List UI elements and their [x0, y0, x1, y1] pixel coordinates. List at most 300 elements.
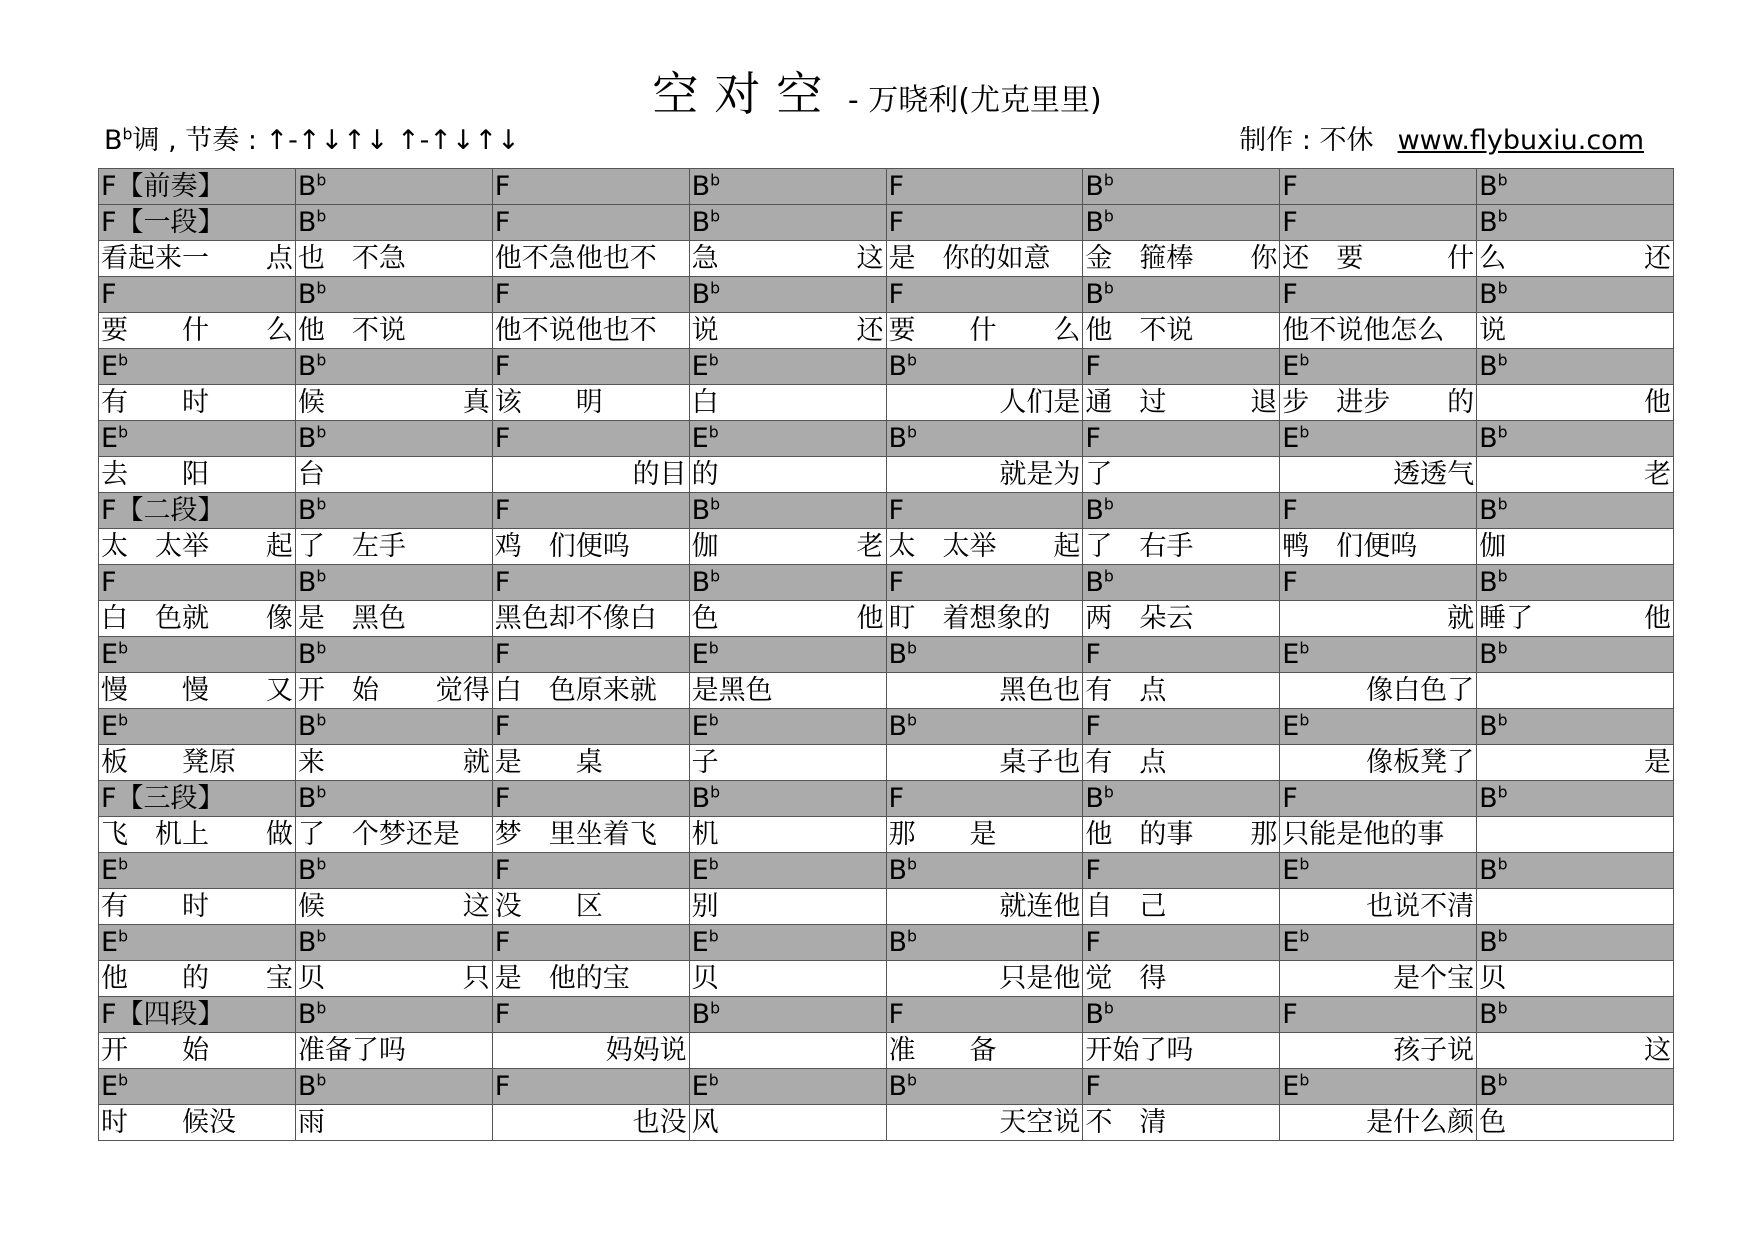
flat-sign: b — [907, 422, 917, 442]
lyric-text-right: 桌子也 — [999, 747, 1081, 778]
chord-cell — [1477, 1069, 1674, 1105]
chord-root: E — [101, 927, 119, 958]
lyric-row — [99, 745, 1674, 781]
flat-sign: b — [1497, 854, 1508, 874]
key-suffix: 调 , 节奏 : — [132, 125, 266, 156]
chord-cell — [1280, 493, 1477, 529]
lyric-cell — [689, 673, 886, 709]
chord-cell — [99, 205, 296, 241]
lyric-text-left: 候 — [297, 891, 325, 922]
chord-root: F — [101, 495, 117, 526]
flat-sign: b — [708, 350, 719, 370]
chord-cell — [99, 709, 296, 745]
key-root: B — [104, 125, 123, 156]
flat-sign: b — [118, 1070, 129, 1090]
lyric-cell — [295, 241, 492, 277]
chord-root: B — [1479, 207, 1498, 238]
lyric-row — [99, 961, 1674, 997]
lyric-text-right: 像 — [265, 603, 293, 634]
lyric-cell — [1477, 457, 1674, 493]
chord-cell — [99, 925, 296, 961]
flat-sign: b — [710, 998, 721, 1018]
chord-cell — [689, 493, 886, 529]
lyric-cell — [886, 457, 1083, 493]
lyric-cell — [689, 385, 886, 421]
flat-sign: b — [710, 494, 721, 514]
chord-root: B — [691, 495, 711, 526]
lyric-text-right: 起 — [265, 531, 293, 562]
lyric-cell — [1083, 457, 1280, 493]
lyric-cell — [295, 1033, 492, 1069]
lyric-text-left: 觉 得 — [1085, 963, 1167, 994]
lyric-cell — [1280, 889, 1477, 925]
lyric-cell — [689, 457, 886, 493]
chord-row — [99, 997, 1674, 1033]
flat-sign: b — [907, 350, 917, 370]
chord-cell — [99, 637, 296, 673]
flat-sign: b — [316, 1070, 327, 1090]
chord-cell — [1083, 997, 1280, 1033]
flat-sign: b — [316, 998, 327, 1018]
lyric-text-left: 雨 — [297, 1107, 325, 1138]
chord-cell — [1083, 205, 1280, 241]
artist-name: 万晓利(尤克里里) — [868, 83, 1102, 118]
lyric-cell — [295, 457, 492, 493]
chord-root: E — [691, 351, 709, 382]
page-title — [0, 58, 1754, 124]
chord-cell — [1083, 781, 1280, 817]
chord-cell — [295, 277, 492, 313]
chord-root: E — [691, 711, 709, 742]
lyric-text-left: 是 他的宝 — [494, 963, 630, 994]
flat-sign: b — [1497, 782, 1508, 802]
chord-root: B — [297, 171, 317, 202]
chord-cell — [886, 709, 1083, 745]
flat-sign: b — [316, 350, 327, 370]
lyric-cell — [1477, 673, 1674, 709]
chord-cell — [295, 853, 492, 889]
flat-sign: b — [907, 710, 917, 730]
lyric-cell — [1083, 1033, 1280, 1069]
chord-root: B — [1479, 351, 1498, 382]
lyric-cell — [1477, 529, 1674, 565]
lyric-text-right: 像板凳了 — [1366, 747, 1475, 778]
lyric-cell — [99, 385, 296, 421]
flat-sign: b — [1103, 998, 1114, 1018]
lyric-text-left: 只能是他的事 — [1282, 819, 1445, 850]
lyric-cell — [1083, 889, 1280, 925]
chord-root: E — [1282, 711, 1300, 742]
lyric-text-left: 没 区 — [494, 891, 603, 922]
lyric-text-left: 两 朵云 — [1085, 603, 1194, 634]
lyric-text-right: 就 — [462, 747, 490, 778]
chord-root: B — [297, 567, 317, 598]
section-label: 【前奏】 — [116, 171, 225, 202]
chord-root: B — [297, 495, 317, 526]
lyric-text-right: 又 — [265, 675, 293, 706]
chord-cell — [99, 781, 296, 817]
chord-cell — [1477, 349, 1674, 385]
flat-sign: b — [907, 638, 917, 658]
chord-root: F — [1085, 1071, 1101, 1102]
chord-cell — [886, 781, 1083, 817]
lyric-cell — [689, 889, 886, 925]
lyric-text-right: 做 — [265, 819, 293, 850]
flat-sign: b — [1497, 206, 1508, 226]
chord-cell — [1083, 853, 1280, 889]
lyric-text-left: 风 — [691, 1107, 719, 1138]
flat-sign: b — [1103, 566, 1114, 586]
chord-root: B — [691, 171, 711, 202]
chord-root: F — [1282, 783, 1298, 814]
lyric-cell — [1477, 817, 1674, 853]
chord-root: E — [1282, 927, 1300, 958]
chord-cell — [492, 169, 689, 205]
chord-row — [99, 1069, 1674, 1105]
chord-cell — [1477, 853, 1674, 889]
lyric-text-left: 时 候没 — [101, 1107, 236, 1138]
chord-root: F — [1085, 639, 1101, 670]
lyric-cell — [1280, 817, 1477, 853]
chord-cell — [1280, 997, 1477, 1033]
lyric-text-left: 他 不说 — [1085, 315, 1194, 346]
lyric-text-left: 鸭 们便呜 — [1282, 531, 1418, 562]
lyric-cell — [492, 241, 689, 277]
lyric-text-right: 宝 — [265, 963, 293, 994]
lyric-cell — [1280, 1105, 1477, 1141]
chord-cell — [689, 205, 886, 241]
chord-cell — [492, 637, 689, 673]
chord-cell — [1477, 565, 1674, 601]
chord-cell — [1280, 781, 1477, 817]
flat-sign: b — [1103, 782, 1114, 802]
lyric-cell — [1083, 385, 1280, 421]
lyric-cell — [295, 673, 492, 709]
chord-root: E — [691, 639, 709, 670]
chord-root: B — [888, 927, 908, 958]
lyric-cell — [295, 745, 492, 781]
lyric-text-left: 台 — [297, 459, 325, 490]
lyric-cell — [492, 745, 689, 781]
flat-sign: b — [316, 710, 327, 730]
flat-sign: b — [1497, 998, 1508, 1018]
lyric-cell — [492, 1033, 689, 1069]
lyric-text-right: 点 — [265, 243, 293, 274]
lyric-text-right: 像白色了 — [1366, 675, 1475, 706]
flat-sign: b — [1299, 926, 1310, 946]
section-label: 【二段】 — [116, 495, 225, 526]
website-link[interactable]: www.flybuxiu.com — [1397, 125, 1644, 156]
chord-root: B — [1085, 999, 1104, 1030]
flat-sign: b — [1497, 350, 1508, 370]
lyric-text-left: 贝 — [297, 963, 325, 994]
chord-cell — [886, 637, 1083, 673]
lyric-cell — [1280, 1033, 1477, 1069]
chord-root: B — [691, 279, 711, 310]
lyric-text-right: 你 — [1250, 243, 1278, 274]
lyric-cell — [886, 241, 1083, 277]
chord-root: F — [888, 171, 905, 202]
lyric-text-left: 开 始 — [297, 675, 379, 706]
chord-root: E — [691, 927, 709, 958]
flat-sign: b — [710, 278, 721, 298]
chord-cell — [492, 1069, 689, 1105]
lyric-text-left: 了 左手 — [297, 531, 406, 562]
lyric-text-right: 这 — [856, 243, 884, 274]
chord-cell — [689, 565, 886, 601]
lyric-row — [99, 817, 1674, 853]
chord-cell — [295, 421, 492, 457]
chord-cell — [492, 277, 689, 313]
lyric-text-left: 的 — [691, 459, 719, 490]
chord-root: F — [888, 999, 905, 1030]
chord-root: E — [1282, 639, 1300, 670]
lyric-text-right: 他 — [1644, 603, 1671, 634]
flat-sign: b — [118, 422, 129, 442]
chord-row — [99, 565, 1674, 601]
lyric-text-left: 色 — [1479, 1107, 1507, 1138]
chord-root: B — [1085, 207, 1104, 238]
lyric-cell — [1083, 241, 1280, 277]
chord-root: E — [101, 711, 119, 742]
lyric-cell — [492, 601, 689, 637]
lyric-cell — [1083, 673, 1280, 709]
chord-row — [99, 169, 1674, 205]
lyric-cell — [492, 313, 689, 349]
lyric-text-left: 还 要 — [1282, 243, 1364, 274]
chord-cell — [99, 997, 296, 1033]
chord-root: B — [297, 639, 317, 670]
lyric-text-left: 看起来一 — [101, 243, 209, 274]
chord-cell — [1083, 565, 1280, 601]
chord-cell — [1280, 925, 1477, 961]
chord-cell — [689, 925, 886, 961]
flat-sign: b — [1497, 422, 1508, 442]
flat-sign: b — [1497, 566, 1508, 586]
chord-cell — [689, 637, 886, 673]
lyric-text-right: 么 — [265, 315, 293, 346]
chord-root: B — [297, 855, 317, 886]
flat-sign: b — [1299, 854, 1310, 874]
lyric-text-left: 去 阳 — [101, 459, 209, 490]
chord-root: B — [888, 711, 908, 742]
chord-root: E — [691, 855, 709, 886]
chord-cell — [295, 349, 492, 385]
lyric-cell — [1280, 745, 1477, 781]
lyric-text-right: 退 — [1250, 387, 1278, 418]
key-and-rhythm — [104, 118, 520, 157]
flat-sign: b — [708, 1070, 719, 1090]
lyric-text-left: 有 点 — [1085, 675, 1167, 706]
chord-root: B — [1479, 495, 1498, 526]
chord-row — [99, 925, 1674, 961]
chord-cell — [886, 997, 1083, 1033]
lyric-text-left: 慢 慢 — [101, 675, 209, 706]
lyric-text-right: 他 — [856, 603, 884, 634]
lyric-cell — [99, 313, 296, 349]
flat-sign: b — [1497, 170, 1508, 190]
lyric-cell — [886, 529, 1083, 565]
chord-root: B — [1085, 171, 1104, 202]
chord-root: B — [1085, 567, 1104, 598]
lyric-text-left: 说 — [691, 315, 719, 346]
chord-root: E — [1282, 423, 1300, 454]
chord-sheet-table — [98, 168, 1674, 1141]
lyric-cell — [99, 1105, 296, 1141]
lyric-text-left: 黑色却不像白 — [494, 603, 657, 634]
lyric-cell — [689, 313, 886, 349]
chord-root: E — [1282, 855, 1300, 886]
lyric-text-left: 候 — [297, 387, 325, 418]
lyric-text-left: 自 己 — [1085, 891, 1167, 922]
lyric-row — [99, 457, 1674, 493]
chord-root: F — [888, 567, 905, 598]
chord-cell — [1477, 709, 1674, 745]
chord-cell — [99, 169, 296, 205]
lyric-cell — [689, 1105, 886, 1141]
lyric-text-left: 开 始 — [101, 1035, 209, 1066]
lyric-cell — [1083, 817, 1280, 853]
lyric-row — [99, 673, 1674, 709]
lyric-cell — [689, 529, 886, 565]
flat-sign: b — [1497, 1070, 1508, 1090]
chord-cell — [492, 493, 689, 529]
key-flat: b — [122, 124, 133, 144]
chord-cell — [99, 853, 296, 889]
flat-sign: b — [118, 926, 129, 946]
lyric-text-left: 伽 — [1479, 531, 1507, 562]
chord-row — [99, 349, 1674, 385]
chord-root: F — [1282, 567, 1298, 598]
lyric-cell — [689, 241, 886, 277]
chord-root: F — [494, 495, 511, 526]
flat-sign: b — [316, 170, 327, 190]
lyric-text-left: 也 不急 — [297, 243, 406, 274]
strum-pattern: ↑-↑↓↑↓ ↑-↑↓↑↓ — [265, 125, 520, 156]
lyric-text-right: 只 — [462, 963, 490, 994]
chord-root: B — [1085, 495, 1104, 526]
lyric-text-left: 他 不说 — [297, 315, 406, 346]
chord-cell — [492, 925, 689, 961]
lyric-text-left: 准 备 — [888, 1035, 997, 1066]
chord-cell — [1477, 493, 1674, 529]
chord-root: B — [1479, 711, 1498, 742]
lyric-text-right: 也说不清 — [1366, 891, 1475, 922]
lyric-cell — [1477, 241, 1674, 277]
flat-sign: b — [708, 710, 719, 730]
lyric-text-left: 来 — [297, 747, 325, 778]
flat-sign: b — [118, 350, 129, 370]
chord-root: F — [1282, 171, 1298, 202]
flat-sign: b — [118, 638, 129, 658]
flat-sign: b — [907, 854, 917, 874]
chord-root: F — [494, 1071, 511, 1102]
lyric-cell — [492, 385, 689, 421]
chord-root: B — [297, 927, 317, 958]
chord-cell — [886, 493, 1083, 529]
lyric-text-left: 机 — [691, 819, 719, 850]
lyric-text-left: 了 右手 — [1085, 531, 1194, 562]
lyric-text-left: 板 凳原 — [101, 747, 236, 778]
chord-root: B — [1479, 639, 1498, 670]
chord-root: F — [494, 711, 511, 742]
flat-sign: b — [710, 782, 721, 802]
chord-root: B — [297, 711, 317, 742]
chord-root: F — [494, 927, 511, 958]
flat-sign: b — [316, 206, 327, 226]
chord-row — [99, 493, 1674, 529]
chord-cell — [1280, 637, 1477, 673]
chord-cell — [99, 493, 296, 529]
chord-cell — [886, 349, 1083, 385]
lyric-cell — [1280, 601, 1477, 637]
lyric-cell — [1083, 601, 1280, 637]
lyric-text-left: 急 — [691, 243, 719, 274]
flat-sign: b — [708, 926, 719, 946]
lyric-cell — [295, 961, 492, 997]
chord-root: F — [494, 351, 511, 382]
chord-root: F — [494, 639, 511, 670]
chord-root: F — [1085, 855, 1101, 886]
lyric-text-left: 说 — [1479, 315, 1507, 346]
lyric-text-left: 有 点 — [1085, 747, 1167, 778]
chord-cell — [1280, 565, 1477, 601]
lyric-text-right: 这 — [462, 891, 490, 922]
chord-root: E — [691, 423, 709, 454]
flat-sign: b — [1497, 710, 1508, 730]
chord-cell — [886, 1069, 1083, 1105]
lyric-text-left: 他 的 — [101, 963, 209, 994]
lyric-cell — [886, 601, 1083, 637]
chord-root: F — [494, 567, 511, 598]
lyric-cell — [295, 1105, 492, 1141]
lyric-cell — [886, 673, 1083, 709]
chord-root: F — [494, 279, 511, 310]
chord-cell — [295, 997, 492, 1033]
chord-cell — [1477, 421, 1674, 457]
lyric-cell — [886, 1105, 1083, 1141]
chord-cell — [1083, 169, 1280, 205]
lyric-cell — [1083, 1105, 1280, 1141]
chord-root: F — [494, 783, 511, 814]
chord-cell — [1280, 709, 1477, 745]
lyric-row — [99, 1033, 1674, 1069]
lyric-cell — [492, 457, 689, 493]
lyric-cell — [99, 817, 296, 853]
lyric-cell — [492, 1105, 689, 1141]
chord-cell — [492, 349, 689, 385]
chord-cell — [295, 493, 492, 529]
lyric-cell — [1280, 313, 1477, 349]
chord-cell — [1083, 925, 1280, 961]
chord-cell — [492, 781, 689, 817]
chord-root: E — [1282, 1071, 1300, 1102]
lyric-text-right: 那 — [1250, 819, 1278, 850]
lyric-cell — [295, 313, 492, 349]
chord-root: F — [494, 855, 511, 886]
lyric-text-left: 子 — [691, 747, 719, 778]
chord-root: F — [1085, 927, 1101, 958]
lyric-text-left: 他不急他也不 — [494, 243, 657, 274]
chord-root: B — [1479, 855, 1498, 886]
flat-sign: b — [1299, 350, 1310, 370]
lyric-cell — [1083, 313, 1280, 349]
chord-cell — [1477, 637, 1674, 673]
chord-cell — [1477, 169, 1674, 205]
lyric-text-right: 老 — [856, 531, 884, 562]
chord-root: F — [494, 171, 511, 202]
chord-cell — [886, 565, 1083, 601]
